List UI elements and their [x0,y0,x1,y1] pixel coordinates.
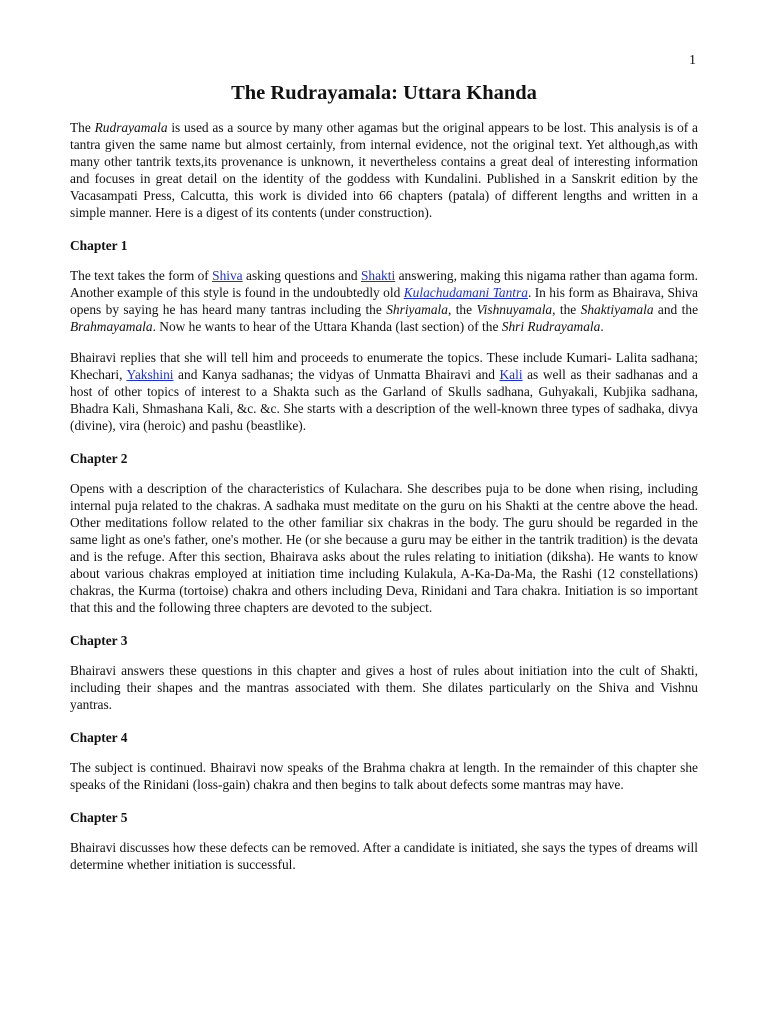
chapter-2-paragraph: Opens with a description of the characteristics of Kulachara. She describes puja to be done when rising, including internal puja related to the chakras. A sadhaka must meditate on the guru on his Shakti at the centre above the head. Other meditations follow related to the other familiar six chakras in the body. The guru should be regarded in the same light as one's father, one's mother. He (or she because a guru may be either in the tantrik tradition) is the devata and is the refuge. After this section, Bhairava asks about the rules relating to initiation (diksha). He wants to know about various chakras employed at initiation time including Kulakula, A-Ka-Da-Ma, the Rashi (12 constellations) chakras, the Kurma (tortoise) chakra and others including Deva, Rinidani and Tara chakra. Initiation is so important that this and the following three chapters are devoted to the subject. [70,481,698,615]
intro-text: is used as a source by many other agamas but the original appears to be lost. This analysis is of a tantra given the same name but almost certainly, from internal evidence, not the original text. Yet although,as with many other tantrik texts,its provenance is unknown, it nevertheless contains a great deal of interesting information and focuses in great detail on the identity of the goddess with Kundalini. Published in a Sanskrit edition by the Vacasampati Press, Calcutta, this work is divided into 66 chapters (patala) of different lengths and written in a simple manner. Here is a digest of its contents (under construction). [70,120,699,220]
document-page [70,0,698,1024]
chapter-text: asking questions and [242,268,361,283]
chapter-text: The text takes the form of [70,268,213,283]
chapter-text: . In his form as Bhairava, Shiva opens by saying he has heard many tantras including the [70,285,698,317]
kali-link[interactable]: Kali [499,367,523,382]
chapter-5-heading: Chapter 5 [70,810,128,825]
chapter-text: answering, making this nigama rather than agama form. Another example of this style is found in the undoubtedly old [70,268,698,300]
chapter-text: , the [552,302,581,317]
intro-paragraph [70,119,698,221]
chapter-text: . [600,319,604,334]
chapter-2-heading: Chapter 2 [70,451,128,466]
chapter-text: . Now he wants to hear of the Uttara Khanda (last section) of the [152,319,502,334]
shaktiyamala-italic: Shaktiyamala [580,302,654,317]
document-title: The Rudrayamala: Uttara Khanda [231,82,537,104]
yakshini-link[interactable]: Yakshini [126,367,174,382]
chapter-5-paragraph: Bhairavi discusses how these defects can be removed. After a candidate is initiated, she says the types of dreams will determine whether initiation is successful. [70,840,698,872]
shakti-link[interactable]: Shakti [360,268,396,283]
document-body [70,119,698,873]
chapter-text: as well as their sadhanas and a host of other topics of interest to a Shakta such as the Garland of Skulls sadhana, Guhyakali, Kubjika sadhana, Bhadra Kali, Shmashana Kali, &c. &c. She starts with a description of the well-known three types of sadhaka, divya (divine), vira (heroic) and pashu (beastlike). [70,367,698,433]
chapter-3-paragraph: Bhairavi answers these questions in this chapter and gives a host of rules about initiation into the cult of Shakti, including their shapes and the mantras associated with them. She dilates particularly on the Shiva and Vishnu yantras. [70,663,698,712]
chapter-1-heading: Chapter 1 [70,238,128,253]
chapter-text: Bhairavi replies that she will tell him and proceeds to enumerate the topics. These include Kumari- Lalita sadhana; Khechari, [70,350,698,382]
chapter-text: , the [447,302,477,317]
chapter-4-paragraph: The subject is continued. Bhairavi now speaks of the Brahma chakra at length. In the remainder of this chapter she speaks of the Rinidani (loss-gain) chakra and then begins to talk about defects some mantras may have. [70,760,698,792]
chapter-1-paragraph-2 [70,349,698,434]
chapter-text: and Kanya sadhanas; the vidyas of Unmatta Bhairavi and [173,367,500,382]
chapter-1-paragraph-1 [70,267,698,335]
kulachudamani-tantra-link[interactable] [404,285,528,300]
chapter-4-heading: Chapter 4 [70,730,128,745]
chapter-text: and the [653,302,699,317]
shri-rudrayamala-italic: Shri Rudrayamala [501,319,601,334]
shiva-link[interactable]: Shiva [212,268,243,283]
chapter-3-heading: Chapter 3 [70,633,128,648]
intro-rudrayamala-italic: Rudrayamala [94,120,168,135]
intro-text: The [70,120,95,135]
page-number: 1 [689,53,696,68]
brahmayamala-italic: Brahmayamala [70,319,153,334]
vishnuyamala-italic: Vishnuyamala [476,302,553,317]
kulachudamani-tantra-link-text: Kulachudamani Tantra [403,285,528,300]
shriyamala-italic: Shriyamala [386,302,448,317]
